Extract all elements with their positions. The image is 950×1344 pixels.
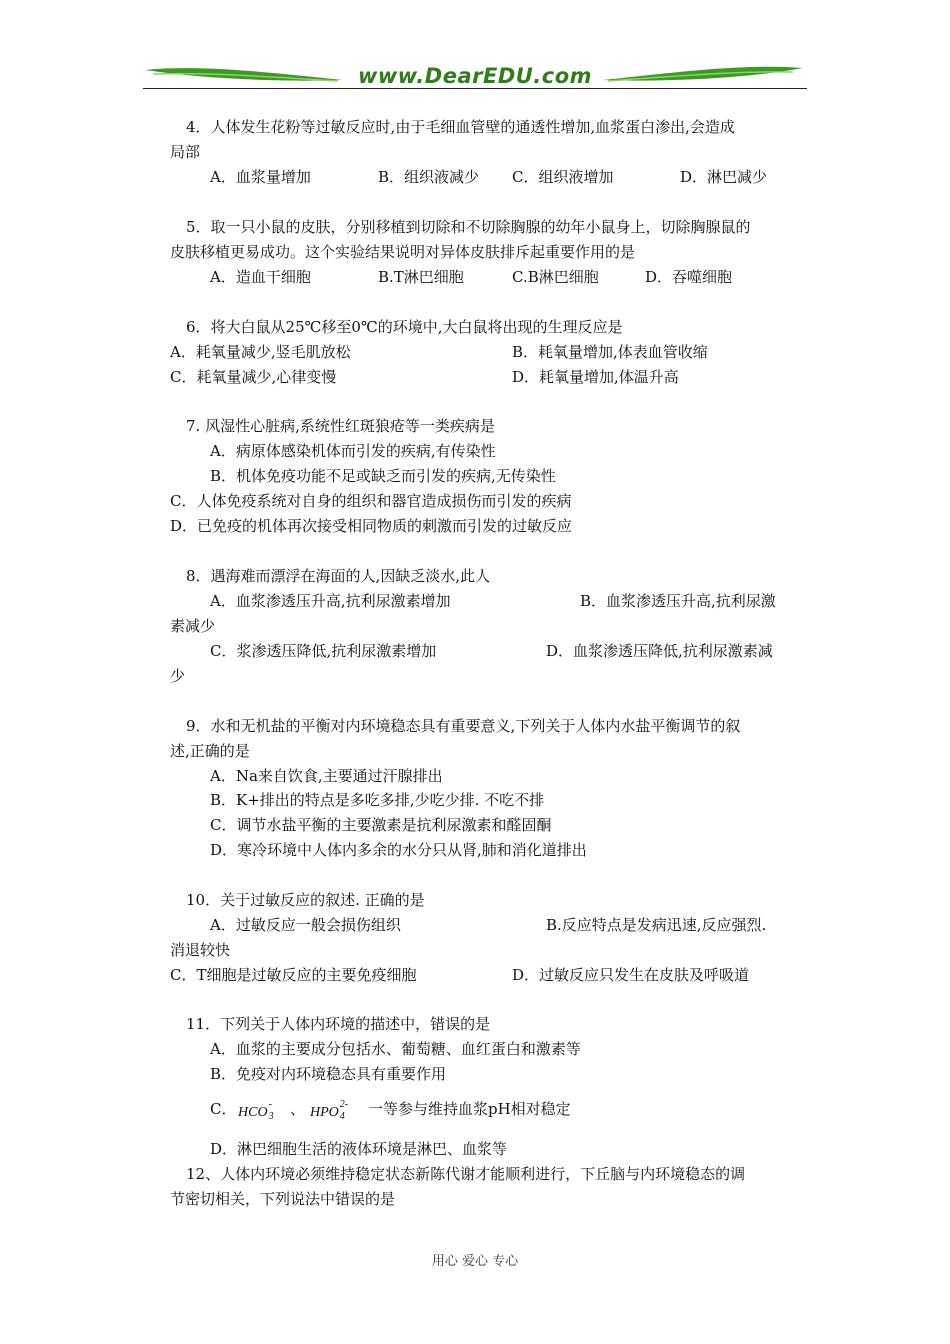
text-line: A．病原体感染机体而引发的疾病,有传染性 — [210, 442, 496, 460]
text-line: D．吞噬细胞 — [645, 268, 733, 286]
formula-hco3-sub: 3 — [268, 1111, 274, 1122]
text-line: 9．水和无机盐的平衡对内环境稳态具有重要意义,下列关于人体内水盐平衡调节的叙 — [186, 717, 741, 735]
text-line: 11．下列关于人体内环境的描述中，错误的是 — [186, 1015, 491, 1033]
text-line: 5．取一只小鼠的皮肤，分别移植到切除和不切除胸腺的幼年小鼠身上，切除胸腺鼠的 — [186, 218, 751, 236]
text-line: A．造血干细胞 — [210, 268, 311, 286]
text-line: A．血浆量增加 — [210, 168, 311, 186]
text-line: D．寒冷环境中人体内多余的水分只从肾,肺和消化道排出 — [210, 841, 587, 859]
text-line: D．耗氧量增加,体温升高 — [512, 368, 679, 386]
formula-hpo4-base: HPO — [310, 1105, 339, 1120]
text-line: B.反应特点是发病迅速,反应强烈. — [546, 916, 767, 934]
page-footer: 用心 爱心 专心 — [431, 1254, 519, 1269]
text-line: 4．人体发生花粉等过敏反应时,由于毛细血管壁的通透性增加,血浆蛋白渗出,会造成 — [186, 118, 735, 136]
text-line: B．血浆渗透压升高,抗利尿激 — [580, 592, 776, 610]
text-line: D．过敏反应只发生在皮肤及呼吸道 — [512, 966, 750, 984]
text-line: A．耗氧量减少,竖毛肌放松 — [170, 343, 351, 361]
text-line: D．淋巴减少 — [680, 168, 768, 186]
text-line: A．过敏反应一般会损伤组织 — [210, 916, 401, 934]
text-line: D．淋巴细胞生活的液体环境是淋巴、血浆等 — [210, 1140, 508, 1158]
text-line: C．T细胞是过敏反应的主要免疫细胞 — [170, 966, 417, 984]
text-line: B．耗氧量增加,体表血管收缩 — [512, 343, 708, 361]
text-line: 10．关于过敏反应的叙述. 正确的是 — [186, 891, 425, 909]
text-line: 6．将大白鼠从25℃移至0℃的环境中,大白鼠将出现的生理反应是 — [186, 318, 623, 336]
text-line: 述,正确的是 — [170, 742, 250, 760]
formula-hco3-sup: - — [268, 1099, 272, 1110]
header-divider — [143, 88, 807, 89]
text-line: B．K+排出的特点是多吃多排,少吃少排. 不吃不排 — [210, 791, 545, 809]
text-line: 少 — [170, 667, 186, 685]
text-line: B．机体免疫功能不足或缺乏而引发的疾病,无传染性 — [210, 467, 556, 485]
formula-hpo4-sub: 4 — [339, 1111, 345, 1122]
site-logo-text: www.DearEDU.com — [357, 64, 593, 88]
text-line: 、 — [290, 1100, 306, 1118]
text-line: 一等参与维持血浆pH相对稳定 — [368, 1100, 571, 1118]
text-line: B．免疫对内环境稳态具有重要作用 — [210, 1065, 447, 1083]
text-line: D．血浆渗透压降低,抗利尿激素减 — [546, 642, 773, 660]
text-line: C．浆渗透压降低,抗利尿激素增加 — [210, 642, 437, 660]
text-line: C．耗氧量减少,心律变慢 — [170, 368, 337, 386]
text-line: 7. 风湿性心脏病,系统性红斑狼疮等一类疾病是 — [186, 417, 495, 435]
text-line: 素减少 — [170, 617, 216, 635]
text-line: A．Na来自饮食,主要通过汗腺排出 — [210, 767, 443, 785]
formula-hco3 — [238, 1101, 278, 1123]
formula-hco3-base: HCO — [238, 1105, 268, 1120]
text-line: C.B淋巴细胞 — [512, 268, 599, 286]
text-line: 12、人体内环境必须维持稳定状态新陈代谢才能顺利进行，下丘脑与内环境稳态的调 — [186, 1165, 746, 1183]
text-line: A．血浆的主要成分包括水、葡萄糖、血红蛋白和激素等 — [210, 1040, 581, 1058]
text-line: C．调节水盐平衡的主要激素是抗利尿激素和醛固酮 — [210, 816, 552, 834]
text-line: 消退较快 — [170, 941, 231, 959]
text-line: 8．遇海难而漂浮在海面的人,因缺乏淡水,此人 — [186, 567, 491, 585]
text-line: B.T淋巴细胞 — [378, 268, 464, 286]
text-line: C．组织液增加 — [512, 168, 614, 186]
text-line: C．人体免疫系统对自身的组织和器官造成损伤而引发的疾病 — [170, 492, 572, 510]
text-line: C． — [210, 1100, 237, 1118]
site-header-banner — [143, 62, 807, 94]
text-line: 皮肤移植更易成功。这个实验结果说明对异体皮肤排斥起重要作用的是 — [170, 243, 636, 261]
formula-hpo4 — [310, 1101, 355, 1123]
text-line: A．血浆渗透压升高,抗利尿激素增加 — [210, 592, 451, 610]
text-line: 局部 — [170, 143, 201, 161]
formula-hpo4-sup: 2- — [339, 1099, 349, 1110]
text-line: 节密切相关，下列说法中错误的是 — [170, 1190, 396, 1208]
text-line: B．组织液减少 — [378, 168, 480, 186]
text-line: D．已免疫的机体再次接受相同物质的刺激而引发的过敏反应 — [170, 517, 573, 535]
